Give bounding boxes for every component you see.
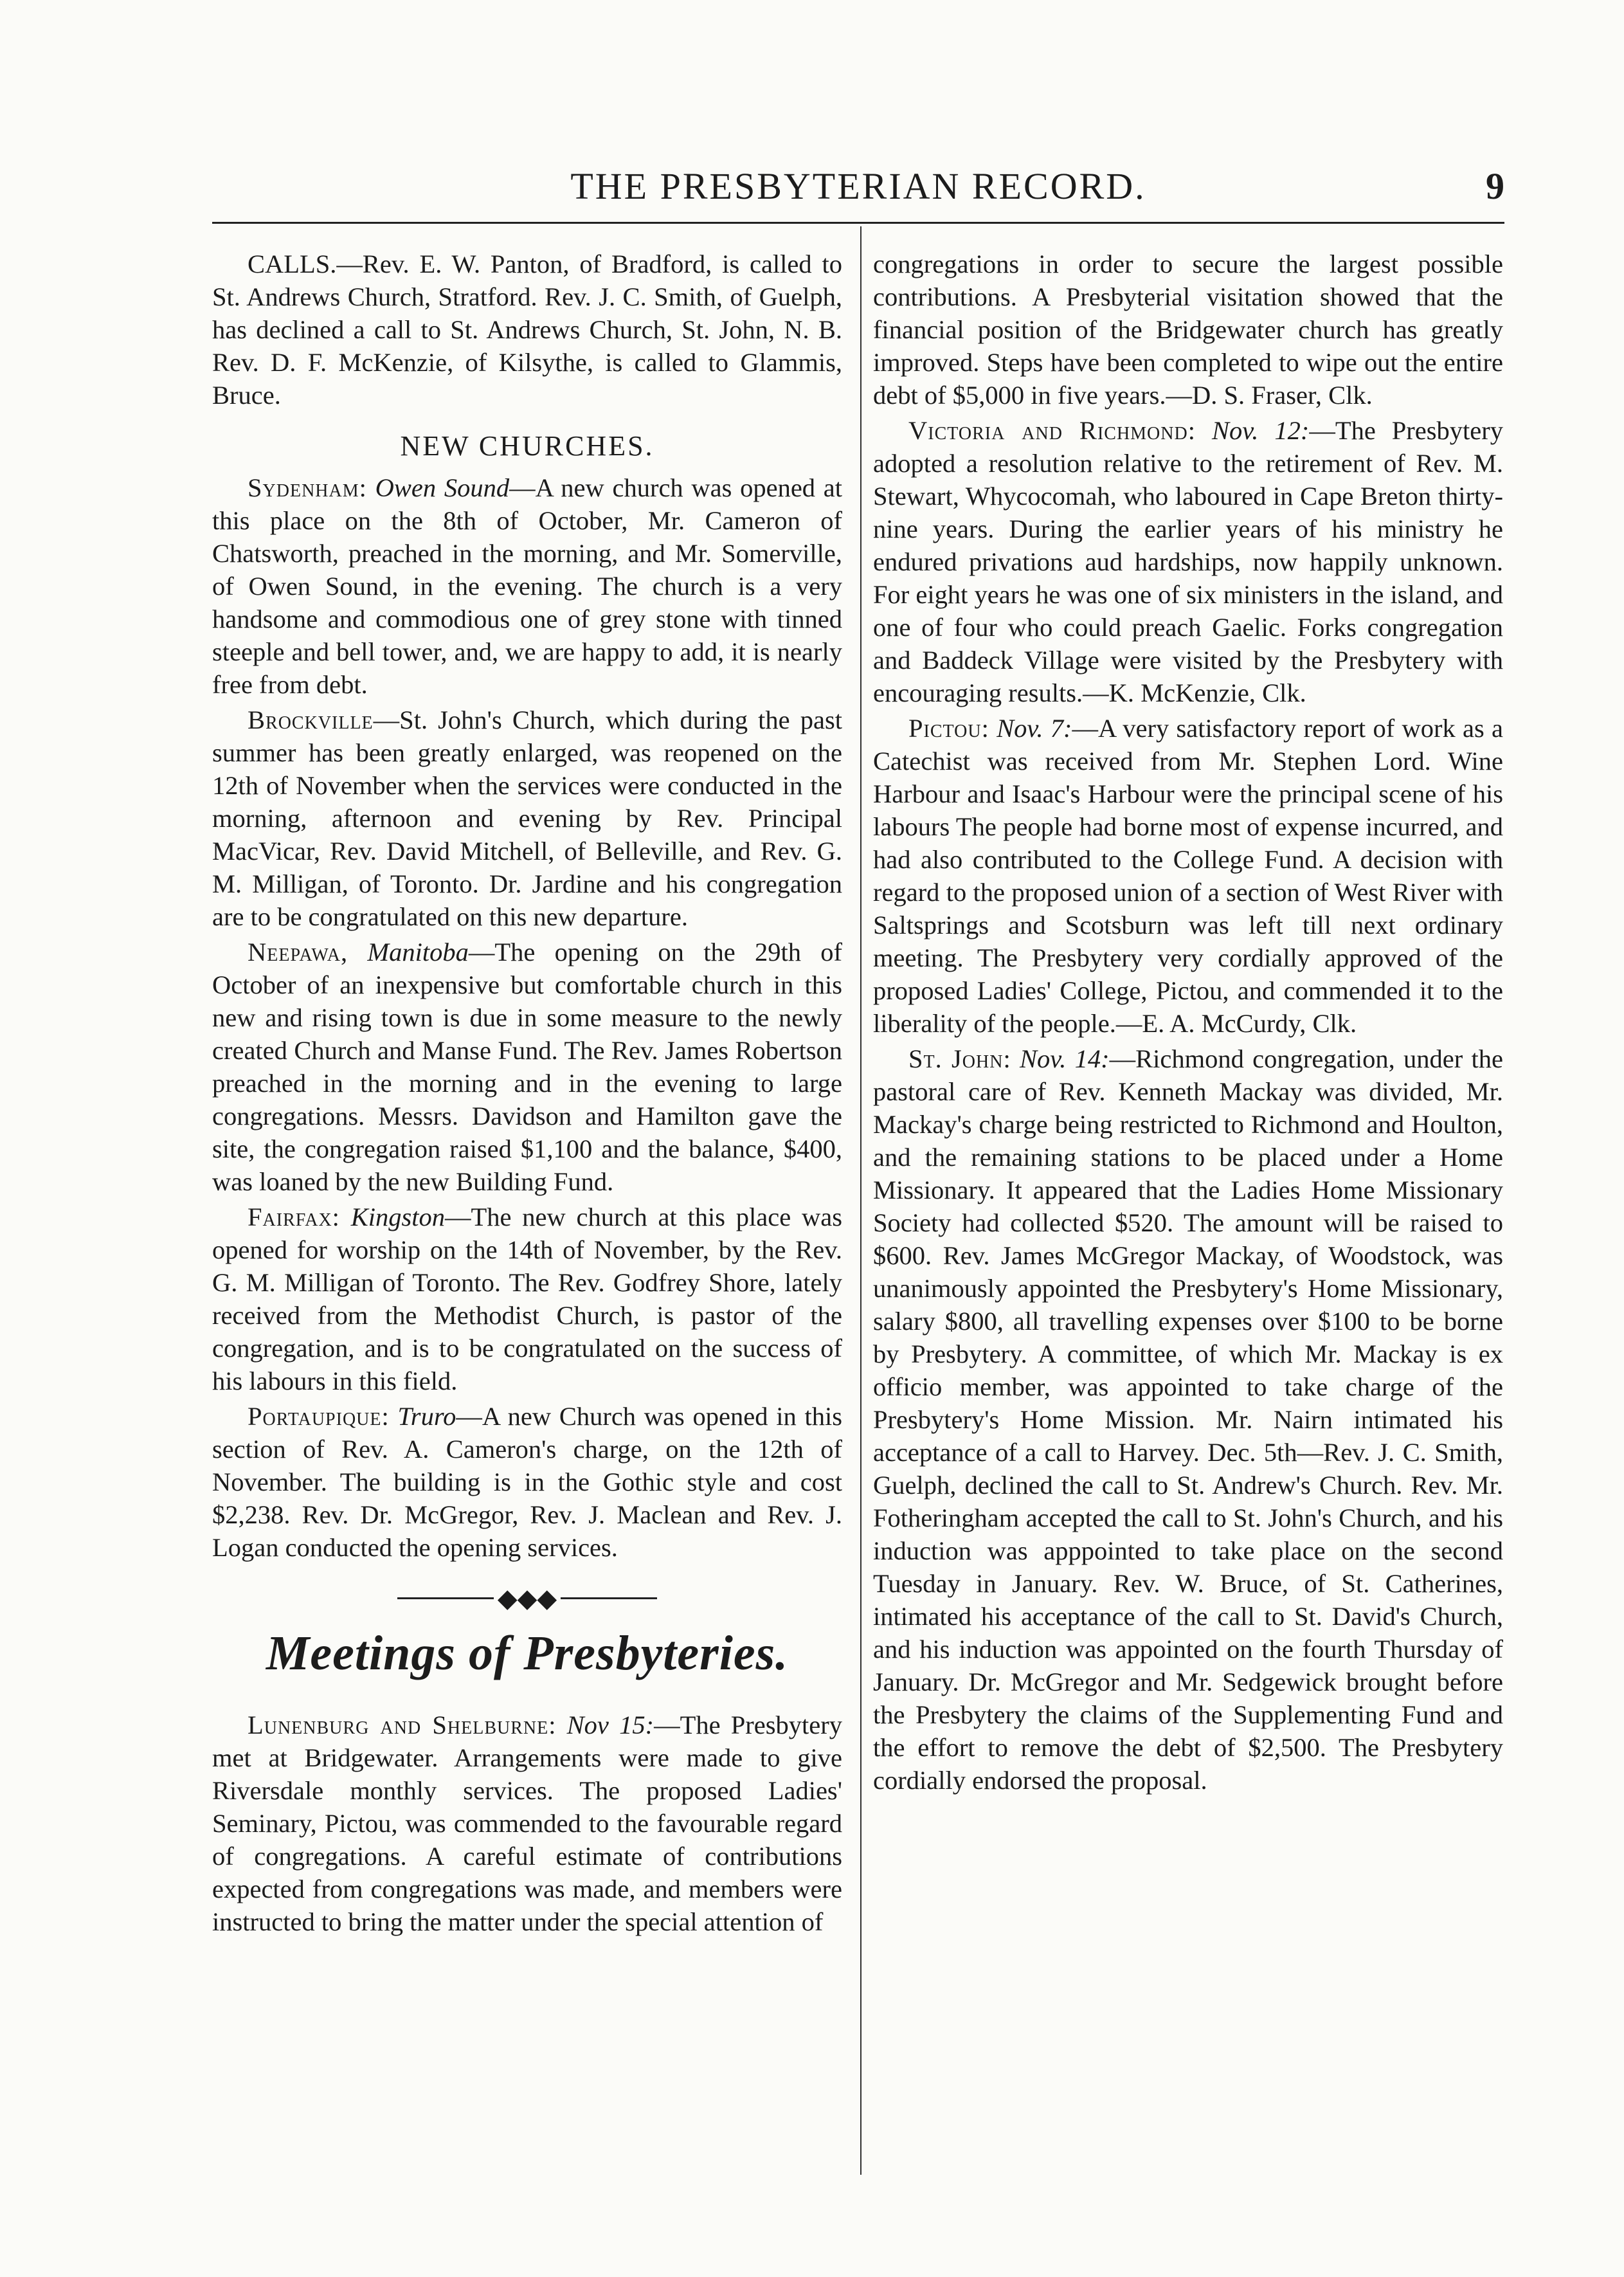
neepawa-location: Manitoba bbox=[367, 938, 469, 966]
victoria-paragraph bbox=[873, 414, 1503, 709]
right-column bbox=[873, 248, 1503, 1799]
neepawa-paragraph bbox=[212, 936, 842, 1198]
lunenburg-location: Nov 15: bbox=[566, 1710, 654, 1739]
victoria-place: Victoria and Richmond: bbox=[908, 416, 1196, 445]
brockville-place: Brockville bbox=[248, 705, 374, 734]
ornament-line-right bbox=[561, 1597, 657, 1599]
calls-paragraph: CALLS.—Rev. E. W. Panton, of Bradford, is called to St. Andrews Church, Stratford. Rev. J. C. Smith, of Guelph, has declined a call to St. Andrews Church, St. John, N. B. Rev. D. F. McKenzie, of Kilsythe, is called to Glammis, Bruce. bbox=[212, 249, 842, 410]
running-title: THE PRESBYTERIAN RECORD. bbox=[570, 165, 1146, 207]
victoria-text: —The Presbytery adopted a resolution relative to the retirement of Rev. M. Stewart, Whycocomah, who laboured in Cape Breton thirty-nine years. During the earlier years of his ministry he endured privations aud hardships, now happily unknown. For eight years he was one of six ministers in the island, and one of four who could preach Gaelic. Forks congregation and Baddeck Village were visited by the Presbytery with encouraging results.—K. McKenzie, Clk. bbox=[873, 416, 1503, 707]
brockville-paragraph bbox=[212, 703, 842, 933]
stjohn-place: St. John: bbox=[908, 1044, 1011, 1073]
neepawa-text: —The opening on the 29th of October of an inexpensive but comfortable church in this new and rising town is due in some measure to the newly created Church and Manse Fund. The Rev. James Robertson preached in the morning and in the evening to large congregations. Messrs. Davidson and Hamilton gave the site, the congregation raised $1,100 and the balance, $400, was loaned by the new Building Fund. bbox=[212, 938, 842, 1196]
brockville-text: —St. John's Church, which during the past summer has been greatly enlarged, was reopened on the 12th of November when the services were conducted in the morning, afternoon and evening by Rev. Principal MacVicar, Rev. David Mitchell, of Belleville, and Rev. G. M. Milligan, of Toronto. Dr. Jardine and his congregation are to be congratulated on this new departure. bbox=[212, 705, 842, 931]
sydenham-location: Owen Sound bbox=[375, 473, 510, 502]
column-rule bbox=[860, 226, 862, 2175]
ornament-diamond-icon: ◆◆◆ bbox=[497, 1583, 557, 1613]
pictou-paragraph bbox=[873, 712, 1503, 1040]
sydenham-text: —A new church was opened at this place on the 8th of October, Mr. Cameron of Chatsworth, preached in the morning, and Mr. Somerville, of Owen Sound, in the evening. The church is a very handsome and commodious one of grey stone with tinned steeple and bell tower, and, we are happy to add, it is nearly free from debt. bbox=[212, 473, 843, 699]
header-rule bbox=[212, 222, 1504, 224]
meetings-heading: Meetings of Presbyteries. bbox=[266, 1626, 789, 1680]
pictou-location: Nov. 7: bbox=[997, 714, 1072, 743]
lunenburg-paragraph bbox=[212, 1709, 842, 1938]
stjohn-paragraph bbox=[873, 1042, 1503, 1797]
stjohn-text: —Richmond congregation, under the pastoral care of Rev. Kenneth Mackay was divided, Mr. Mackay's charge being restricted to Richmond and Houlton, and the remaining stations to be placed under a Home Missionary. It appeared that the Ladies Home Missionary Society had collected $520. The amount will be raised to $600. Rev. James McGregor Mackay, of Woodstock, was unanimously appointed the Presbytery's Home Missionary, salary $800, all travelling expenses over $100 to be borne by Presbytery. A committee, of which Mr. Mackay is ex officio member, was appointed to take charge of the Presbytery's Home Mission. Mr. Nairn intimated his acceptance of a call to Harvey. Dec. 5th—Rev. J. C. Smith, Guelph, declined the call to St. Andrew's Church. Rev. Mr. Fotheringham accepted the call to St. John's Church, and his induction was apppointed to take place on the second Tuesday in January. Rev. W. Bruce, of St. Catherines, intimated his acceptance of the call to St. David's Church, and his induction was appointed on the fourth Thursday of January. Dr. McGregor and Mr. Sedgewick brought before the Presbytery the claims of the Supplementing Fund and the effort to remove the debt of $2,500. The Presbytery cordially endorsed the proposal. bbox=[873, 1044, 1503, 1795]
fairfax-place: Fairfax: bbox=[248, 1202, 340, 1231]
pictou-place: Pictou: bbox=[908, 714, 989, 743]
fairfax-location: Kingston bbox=[350, 1202, 446, 1231]
portaupique-location: Truro bbox=[397, 1402, 456, 1431]
sydenham-paragraph bbox=[212, 471, 842, 701]
page-header bbox=[212, 161, 1504, 212]
ornament-divider bbox=[212, 1583, 842, 1611]
page-number: 9 bbox=[1486, 165, 1504, 207]
victoria-location: Nov. 12: bbox=[1211, 416, 1310, 445]
neepawa-place: Neepawa, bbox=[248, 938, 348, 966]
left-column bbox=[212, 248, 842, 1941]
fairfax-text: —The new church at this place was opened for worship on the 14th of November, by the Rev. G. M. Milligan of Toronto. The Rev. Godfrey Shore, lately received from the Methodist Church, is pastor of the congregation, and is to be congratulated on the success of his labours in this field. bbox=[212, 1202, 843, 1395]
lunenburg-place: Lunenburg and Shelburne: bbox=[248, 1710, 557, 1739]
ornament-line-left bbox=[397, 1597, 494, 1599]
fairfax-paragraph bbox=[212, 1201, 842, 1397]
pictou-text: —A very satisfactory report of work as a Catechist was received from Mr. Stephen Lord. Wine Harbour and Isaac's Harbour were the principal scene of his labours The people had borne most of expense incurred, and had also contributed to the College Fund. A decision with regard to the proposed union of a section of West River with Saltsprings and Scotsburn was left till next ordinary meeting. The Presbytery very cordially approved of the proposed Ladies' College, Pictou, and commended it to the liberality of the people.—E. A. McCurdy, Clk. bbox=[873, 714, 1503, 1038]
sydenham-place: Sydenham: bbox=[248, 473, 367, 502]
continuation-paragraph: congregations in order to secure the largest possible contributions. A Presbyterial visitation showed that the financial position of the Bridgewater church has greatly improved. Steps have been completed to wipe out the entire debt of $5,000 in five years.—D. S. Fraser, Clk. bbox=[873, 249, 1503, 410]
new-churches-heading: NEW CHURCHES. bbox=[400, 430, 654, 462]
portaupique-paragraph bbox=[212, 1400, 842, 1564]
lunenburg-text: —The Presbytery met at Bridgewater. Arrangements were made to give Riversdale monthly services. The proposed Ladies' Seminary, Pictou, was commended to the favourable regard of congregations. A careful estimate of contributions expected from congregations was made, and members were instructed to bring the matter under the special attention of bbox=[212, 1710, 842, 1936]
portaupique-text: —A new Church was opened in this section of Rev. A. Cameron's charge, on the 12th of November. The building is in the Gothic style and cost $2,238. Rev. Dr. McGregor, Rev. J. Maclean and Rev. J. Logan conducted the opening services. bbox=[212, 1402, 843, 1562]
stjohn-location: Nov. 14: bbox=[1020, 1044, 1110, 1073]
portaupique-place: Portaupique: bbox=[248, 1402, 390, 1431]
